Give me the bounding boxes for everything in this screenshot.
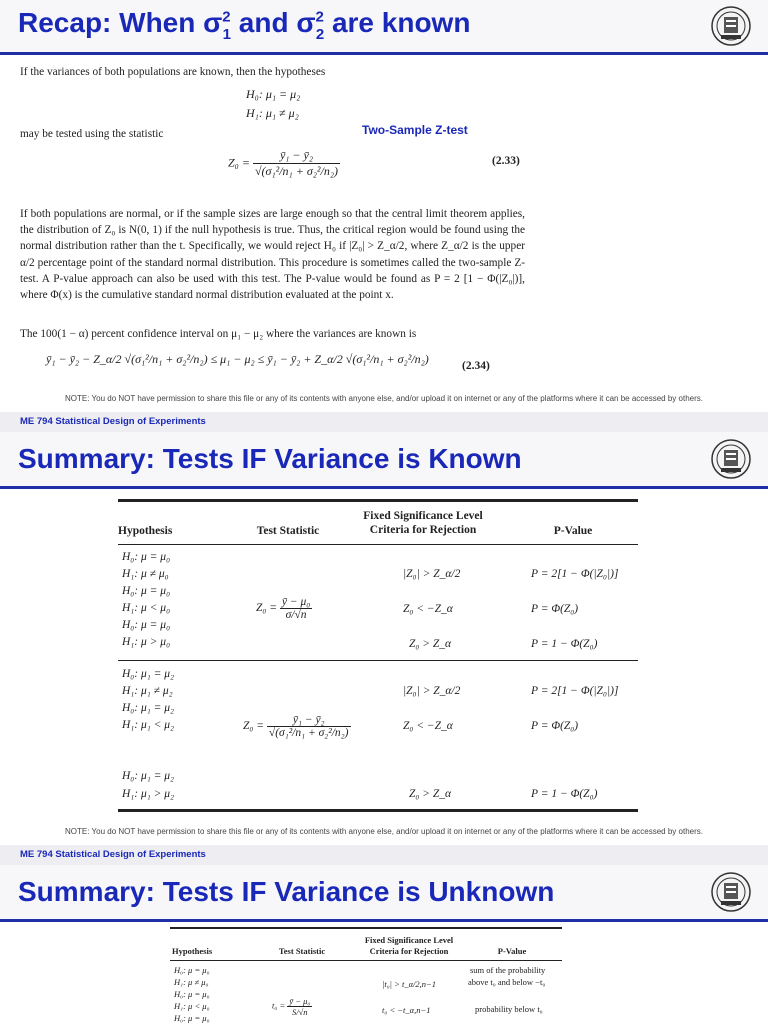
hyp-row: H₁: μ < μ₀ [122, 602, 171, 614]
hyp-row: H₀: μ = μ₀ [122, 551, 171, 563]
col-criteria: Fixed Significance Level Criteria for Rejection [363, 510, 483, 536]
z0-equation [228, 148, 340, 179]
stat-lhs: t₀ = [272, 1000, 286, 1011]
footer-bar [0, 845, 768, 865]
ci-root-2: √(σ₁²/n₁ + σ₂²/n₂) [345, 352, 429, 366]
stat-denominator: S/√n [292, 1007, 308, 1017]
pvalue-cell: P = 1 − Φ(Z₀) [531, 638, 598, 650]
ci-root-1: √(σ₁²/n₁ + σ₂²/n₂) [124, 352, 208, 366]
table-top-rule [118, 499, 638, 502]
pvalue-cell: probability below t₀ [475, 1004, 543, 1014]
equation-number-234: (2.34) [462, 360, 490, 372]
pvalue-cell: P = 1 − Φ(Z₀) [531, 788, 598, 800]
hyp-row: H₀: μ = μ₀ [122, 585, 171, 597]
z0-denominator: √(σ₁²/n₁ + σ₂²/n₂) [254, 164, 339, 178]
hypothesis-h1: H₁: μ₁ ≠ μ₂ [246, 106, 299, 120]
ci-intro: The 100(1 − α) percent confidence interval on μ₁ − μ₂ where the variances are known is [20, 328, 417, 340]
intro-text: If the variances of both populations are known, then the hypotheses [20, 66, 326, 78]
col-hypothesis: Hypothesis [172, 946, 213, 956]
criteria-cell: Z₀ < −Z_α [403, 603, 453, 615]
ci-left: ȳ₁ − ȳ₂ − Z_α/2 [46, 352, 122, 366]
col-p-value: P-Value [553, 525, 593, 537]
stat-denominator: σ/√n [285, 609, 307, 621]
table-header-rule [170, 960, 562, 961]
hyp-row: H₀: μ = μ₀ [122, 619, 171, 631]
title-text: Recap: When σ [18, 7, 223, 38]
slide-header-bar [0, 432, 768, 489]
hyp-row: H₁: μ₁ < μ₂ [122, 719, 175, 731]
stat-numerator: ȳ₁ − ȳ₂ [267, 714, 351, 727]
equation-number-233: (2.33) [492, 155, 520, 167]
criteria-cell: Z₀ > Z_α [409, 788, 452, 800]
z0-fraction [253, 148, 340, 179]
hyp-row: H₁: μ₁ ≠ μ₂ [122, 685, 173, 697]
stat-lhs: Z₀ = [256, 602, 278, 615]
institute-logo-icon [710, 870, 752, 914]
institute-logo-icon [710, 4, 752, 48]
institute-logo-icon [710, 437, 752, 481]
hyp-row: H₀: μ₁ = μ₂ [122, 770, 175, 782]
hyp-row: H₁: μ₁ > μ₂ [122, 788, 175, 800]
stat-numerator: ȳ − μ₀ [281, 596, 311, 608]
table-mid-rule [118, 660, 638, 661]
stat-fraction [287, 996, 312, 1017]
ci-equation [46, 352, 429, 367]
pvalue-cell: P = 2[1 − Φ(|Z₀|)] [531, 685, 619, 697]
hyp-row: H₁: μ < μ₀ [174, 1001, 210, 1011]
stat-fraction [280, 596, 312, 621]
stat-lhs: Z₀ = [243, 720, 265, 733]
ci-mid: ≤ μ₁ − μ₂ ≤ ȳ₁ − ȳ₂ + Z_α/2 [210, 352, 343, 366]
course-name: ME 794 Statistical Design of Experiments [20, 849, 206, 860]
pvalue-cell: P = 2[1 − Φ(|Z₀|)] [531, 568, 619, 580]
criteria-cell: Z₀ < −Z_α [403, 720, 453, 732]
stat-fraction [267, 714, 351, 739]
table-bottom-rule [118, 809, 638, 812]
title-text-end: are known [324, 7, 471, 38]
criteria-cell: Z₀ > Z_α [409, 638, 452, 650]
col-hypothesis: Hypothesis [118, 525, 173, 537]
footer-bar [0, 412, 768, 432]
hyp-row: H₀: μ = μ₀ [174, 989, 210, 999]
hyp-row: H₀: μ₁ = μ₂ [122, 702, 175, 714]
slide-header-bar [0, 865, 768, 922]
hypothesis-h0: H₀: μ₁ = μ₂ [246, 87, 301, 101]
unknown-variance-statistic [272, 996, 312, 1017]
hyp-row: H₀: μ = μ₀ [174, 965, 210, 975]
stat-denominator: √(σ₁²/n₁ + σ₂²/n₂) [268, 727, 349, 739]
slide-variance-known [0, 432, 768, 845]
hyp-row: H₀: μ₁ = μ₂ [122, 668, 175, 680]
body-text: If both populations are normal, or if the sample sizes are large enough so that the central limit theorem applies, the distribution of Z₀ is N(0, 1) if the null hypothesis is true. Thus, the critical region would be found using the normal distribution rather than the t. Specifically, we would reject H₀ if |Z₀| > Z_α/2, where Z_α/2 is the upper α/2 percentage point of the standard normal distribution. This procedure is sometimes called the two-sample Z-test. A P-value approach can also be used with this test. The P-value would be found as P = 2 [1 − Φ(|Z₀|)], where Φ(x) is the cumulative standard normal distribution evaluated at the point x. [20, 208, 525, 302]
two-sample-statistic [243, 714, 351, 739]
slide-recap [0, 0, 768, 412]
permission-note: NOTE: You do NOT have permission to share this file or any of its contents with anyone else, and/or upload it on internet or any of the platforms where it can be accessed by others. [65, 827, 703, 836]
slide-title: Summary: Tests IF Variance is Known [18, 443, 522, 474]
criteria-cell: t₀ < −t_α,n−1 [382, 1005, 431, 1015]
pvalue-cell: P = Φ(Z₀) [531, 720, 579, 732]
title-sup-1: 2 [222, 8, 231, 26]
pvalue-cell: sum of the probability [470, 965, 546, 975]
hyp-row: H₁: μ ≠ μ₀ [122, 568, 169, 580]
hyp-row: H₁: μ ≠ μ₀ [174, 977, 209, 987]
title-text-mid: and σ [230, 7, 316, 38]
z0-numerator: ȳ₁ − ȳ₂ [253, 148, 340, 164]
title-sup-2: 2 [315, 8, 324, 26]
col-p-value: P-Value [497, 946, 527, 956]
z-test-label: Two-Sample Z-test [362, 123, 468, 137]
table-header-rule [118, 544, 638, 545]
tested-text: may be tested using the statistic [20, 128, 164, 140]
slide-title: Summary: Tests IF Variance is Unknown [18, 876, 555, 907]
table-top-rule [170, 927, 562, 929]
one-sample-statistic [256, 596, 312, 621]
criteria-cell: |Z₀| > Z_α/2 [403, 568, 461, 580]
stat-numerator: ȳ − μ₀ [289, 996, 311, 1006]
hyp-row: H₀: μ = μ₀ [174, 1013, 210, 1023]
title-sub-2: 2 [315, 25, 325, 43]
slide-header [0, 0, 768, 55]
col-criteria: Fixed Significance Level Criteria for Rejection [364, 935, 454, 956]
permission-note: NOTE: You do NOT have permission to share this file or any of its contents with anyone else, and/or upload it on internet or any of the platforms where it can be accessed by others. [65, 394, 703, 403]
slide-title [18, 7, 470, 43]
criteria-cell: |Z₀| > Z_α/2 [403, 685, 461, 697]
col-test-statistic: Test Statistic [278, 946, 326, 956]
slide-variance-unknown [0, 865, 768, 1024]
criteria-cell: |t₀| > t_α/2,n−1 [382, 979, 437, 989]
course-name: ME 794 Statistical Design of Experiments [20, 416, 206, 427]
col-test-statistic: Test Statistic [256, 525, 320, 537]
pvalue-cell: P = Φ(Z₀) [531, 603, 579, 615]
hyp-row: H₁: μ > μ₀ [122, 636, 171, 648]
z0-lhs: Z₀ = [228, 155, 250, 170]
pvalue-cell: above t₀ and below −t₀ [468, 977, 546, 987]
title-sub-1: 1 [222, 25, 231, 43]
